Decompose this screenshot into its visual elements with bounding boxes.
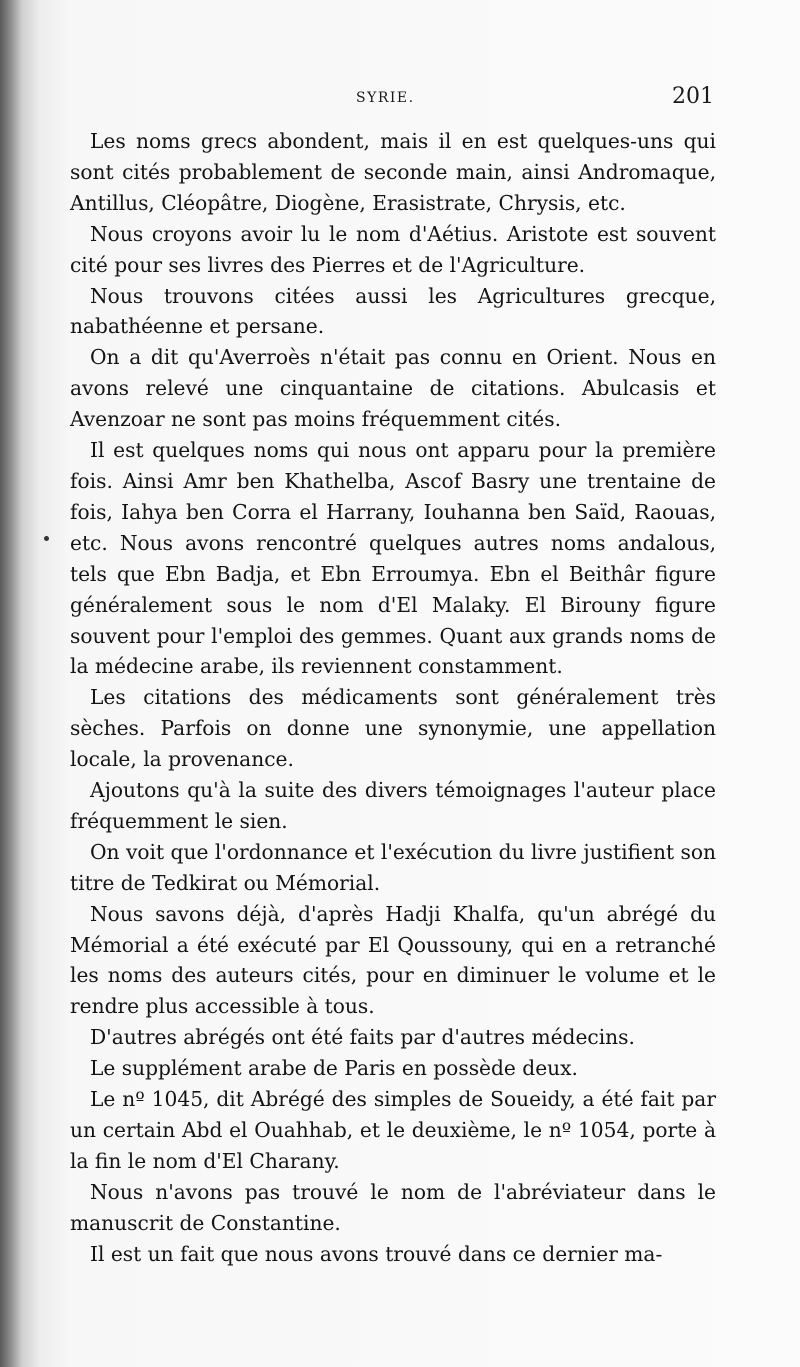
body-text — [70, 126, 716, 1270]
margin-mark — [44, 536, 49, 541]
paragraph-9: Nous savons déjà, d'après Hadji Khalfa, qu'un abrégé du Mémorial a été exécuté par El Qoussouny, qui en a retranché les noms des auteurs cités, pour en diminuer le volume et le rendre plus accessible à tous. — [70, 901, 716, 1019]
page-number: 201 — [672, 84, 714, 109]
running-head: SYRIE. — [356, 90, 415, 106]
paragraph-1: Les noms grecs abondent, mais il en est quelques-uns qui sont cités probablement de seconde main, ainsi Andromaque, Antillus, Cléopâtre, Diogène, Erasistrate, Chrysis, etc. — [70, 129, 716, 215]
paragraph-3: Nous trouvons citées aussi les Agricultures grecque, nabathéenne et persane. — [70, 283, 716, 339]
paragraph-13: Nous n'avons pas trouvé le nom de l'abréviateur dans le manuscrit de Constantine. — [70, 1179, 716, 1235]
paragraph-14: Il est un fait que nous avons trouvé dans ce dernier ma- — [90, 1241, 663, 1266]
paragraph-10: D'autres abrégés ont été faits par d'autres médecins. — [90, 1025, 635, 1050]
paragraph-7: Ajoutons qu'à la suite des divers témoignages l'auteur place fréquemment le sien. — [70, 778, 716, 833]
page-header — [0, 84, 800, 114]
paragraph-5: Il est quelques noms qui nous ont apparu pour la première fois. Ainsi Amr ben Khathelba, Ascof Basry une trentaine de fois, Iahya ben Corra el Harrany, Iouhanna ben Saïd, Raouas, etc. Nous avons rencontré quelques autres noms andalous, tels que Ebn Badja, et Ebn Erroumya. Ebn el Beithâr figure généralement sous le nom d'El Malaky. El Birouny figure souvent pour l'emploi des gemmes. Quant aux grands noms de la médecine arabe, ils reviennent constamment. — [70, 438, 716, 679]
paragraph-2: Nous croyons avoir lu le nom d'Aétius. Aristote est souvent cité pour ses livres des Pierres et de l'Agriculture. — [70, 221, 716, 277]
paragraph-12: Le nº 1045, dit Abrégé des simples de Soueidy, a été fait par un certain Abd el Ouahhab, et le deuxième, le nº 1054, porte à la fin le nom d'El Charany. — [70, 1087, 716, 1173]
paragraph-6: Les citations des médicaments sont généralement très sèches. Parfois on donne une synonymie, une appellation locale, la provenance. — [70, 685, 716, 772]
paragraph-11: Le supplément arabe de Paris en possède deux. — [90, 1056, 578, 1081]
paragraph-4: On a dit qu'Averroès n'était pas connu en Orient. Nous en avons relevé une cinquantaine de citations. Abulcasis et Avenzoar ne sont pas moins fréquemment cités. — [70, 345, 716, 432]
paragraph-8: On voit que l'ordonnance et l'exécution du livre justifient son titre de Tedkirat ou Mémorial. — [70, 839, 716, 895]
